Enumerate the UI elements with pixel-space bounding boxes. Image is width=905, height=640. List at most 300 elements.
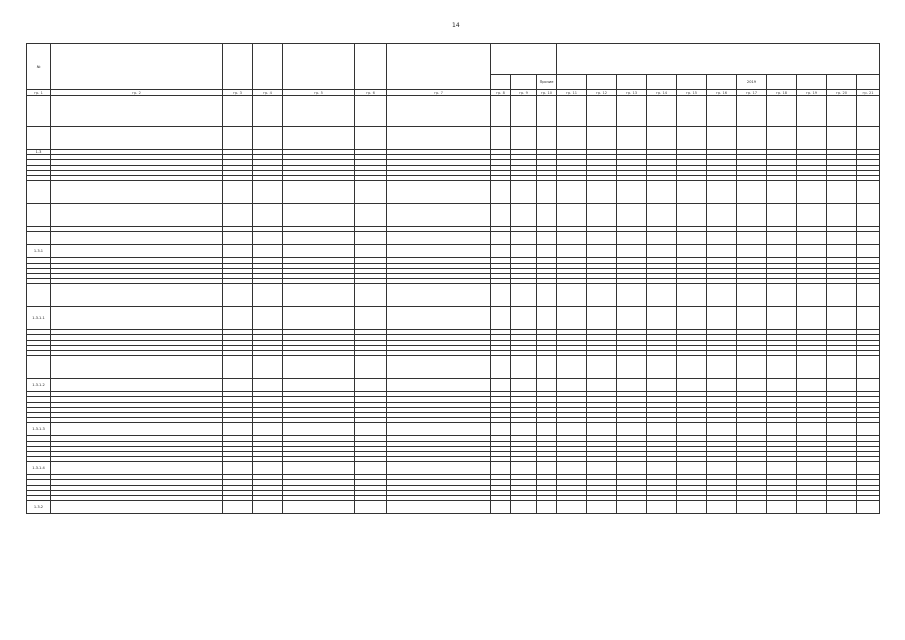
- row-unit-cell: [223, 462, 253, 475]
- row-year-cell: [707, 181, 737, 204]
- row-number-cell: 1.3.1.2: [27, 379, 51, 392]
- table-row: [27, 96, 880, 127]
- row-source-cell: [491, 284, 511, 307]
- row-source-cell: [491, 245, 511, 258]
- row-period-cell: [355, 423, 387, 436]
- row-source-cell: [491, 501, 511, 514]
- row-period-cell: [355, 356, 387, 379]
- column-number-cell: гр. 19: [797, 90, 827, 96]
- row-method-cell: [283, 96, 355, 127]
- row-year-cell: [647, 127, 677, 150]
- row-source-cell: [511, 423, 537, 436]
- row-source-cell: [511, 204, 537, 227]
- col-coef-header: [253, 44, 283, 90]
- row-year-cell: [797, 127, 827, 150]
- row-year-cell: [737, 245, 767, 258]
- row-year-cell: [587, 356, 617, 379]
- row-number-cell: 1.3.2: [27, 501, 51, 514]
- row-source-cell: [537, 379, 557, 392]
- table-row: [27, 501, 880, 514]
- row-year-cell: [797, 501, 827, 514]
- row-year-cell: [677, 232, 707, 245]
- table-row: [27, 307, 880, 330]
- row-source-cell: [537, 181, 557, 204]
- row-year-cell: [647, 462, 677, 475]
- row-total-cell: [857, 356, 880, 379]
- row-year-cell: [557, 356, 587, 379]
- col-year-header: [797, 75, 827, 90]
- row-coef-cell: [253, 232, 283, 245]
- table-row: [27, 284, 880, 307]
- col-unit-header: [223, 44, 253, 90]
- row-year-cell: [587, 96, 617, 127]
- column-number-cell: гр. 17: [737, 90, 767, 96]
- column-number-cell: гр. 13: [617, 90, 647, 96]
- row-year-cell: [737, 96, 767, 127]
- row-year-cell: [827, 356, 857, 379]
- table-row: [27, 245, 880, 258]
- table-row: [27, 181, 880, 204]
- row-source-cell: [511, 501, 537, 514]
- row-year-cell: [677, 284, 707, 307]
- row-unit-cell: [223, 284, 253, 307]
- row-total-cell: [857, 245, 880, 258]
- row-method-cell: [283, 204, 355, 227]
- row-year-cell: [617, 379, 647, 392]
- row-year-cell: [647, 96, 677, 127]
- row-year-cell: [767, 356, 797, 379]
- row-year-cell: [767, 232, 797, 245]
- row-executor-cell: [387, 181, 491, 204]
- header-row: [27, 44, 880, 75]
- row-period-cell: [355, 284, 387, 307]
- row-source-cell: [511, 284, 537, 307]
- row-number-cell: [27, 204, 51, 227]
- row-unit-cell: [223, 501, 253, 514]
- row-year-cell: [647, 245, 677, 258]
- row-year-cell: [617, 245, 647, 258]
- row-coef-cell: [253, 423, 283, 436]
- table-row: [27, 127, 880, 150]
- row-year-cell: [797, 232, 827, 245]
- row-number-cell: [27, 356, 51, 379]
- row-year-cell: [587, 232, 617, 245]
- table-row: [27, 356, 880, 379]
- column-number-cell: гр. 14: [647, 90, 677, 96]
- row-year-cell: [617, 204, 647, 227]
- table-row: [27, 379, 880, 392]
- row-unit-cell: [223, 96, 253, 127]
- row-year-cell: [767, 284, 797, 307]
- column-number-cell: гр. 16: [707, 90, 737, 96]
- row-year-cell: [647, 423, 677, 436]
- table-row: [27, 423, 880, 436]
- row-number-cell: 1.3.1: [27, 245, 51, 258]
- row-year-cell: [827, 232, 857, 245]
- row-year-cell: [587, 379, 617, 392]
- row-year-cell: [767, 245, 797, 258]
- row-year-cell: [557, 127, 587, 150]
- row-source-cell: [537, 96, 557, 127]
- row-total-cell: [857, 423, 880, 436]
- row-executor-cell: [387, 462, 491, 475]
- table-body: [27, 96, 880, 514]
- row-total-cell: [857, 379, 880, 392]
- column-number-cell: гр. 8: [491, 90, 511, 96]
- row-method-cell: [283, 181, 355, 204]
- row-unit-cell: [223, 379, 253, 392]
- col-year-header: [617, 75, 647, 90]
- row-year-cell: [557, 462, 587, 475]
- col-year-header: [557, 75, 587, 90]
- row-year-cell: [827, 307, 857, 330]
- row-executor-cell: [387, 245, 491, 258]
- row-year-cell: [737, 356, 767, 379]
- row-source-cell: [511, 356, 537, 379]
- row-year-cell: [677, 462, 707, 475]
- col-year-header: [767, 75, 797, 90]
- table-row: [27, 462, 880, 475]
- row-total-cell: [857, 127, 880, 150]
- row-year-cell: [677, 356, 707, 379]
- row-coef-cell: [253, 307, 283, 330]
- row-year-cell: [677, 127, 707, 150]
- row-year-cell: [797, 462, 827, 475]
- row-year-cell: [617, 307, 647, 330]
- row-year-cell: [767, 181, 797, 204]
- row-period-cell: [355, 462, 387, 475]
- row-year-cell: [797, 181, 827, 204]
- row-unit-cell: [223, 245, 253, 258]
- row-executor-cell: [387, 232, 491, 245]
- col-method-header: [283, 44, 355, 90]
- row-year-cell: [647, 379, 677, 392]
- row-coef-cell: [253, 204, 283, 227]
- row-method-cell: [283, 423, 355, 436]
- col-num-header: №: [27, 44, 51, 90]
- row-year-cell: [557, 307, 587, 330]
- row-number-cell: 1.3.1.4: [27, 462, 51, 475]
- col-executor-header: [387, 44, 491, 90]
- row-year-cell: [587, 204, 617, 227]
- row-source-cell: [537, 232, 557, 245]
- row-period-cell: [355, 245, 387, 258]
- row-method-cell: [283, 379, 355, 392]
- row-year-cell: [617, 284, 647, 307]
- row-total-cell: [857, 501, 880, 514]
- row-year-cell: [827, 423, 857, 436]
- row-year-cell: [797, 245, 827, 258]
- row-year-cell: [767, 462, 797, 475]
- row-name-cell: [51, 356, 223, 379]
- row-year-cell: [557, 501, 587, 514]
- row-method-cell: [283, 284, 355, 307]
- row-year-cell: [557, 181, 587, 204]
- row-year-cell: [707, 423, 737, 436]
- row-source-cell: [537, 423, 557, 436]
- col-period-header: [355, 44, 387, 90]
- column-number-cell: гр. 18: [767, 90, 797, 96]
- row-year-cell: [707, 204, 737, 227]
- row-coef-cell: [253, 181, 283, 204]
- row-unit-cell: [223, 127, 253, 150]
- row-year-cell: [557, 96, 587, 127]
- row-name-cell: [51, 232, 223, 245]
- row-name-cell: [51, 181, 223, 204]
- row-year-cell: [557, 423, 587, 436]
- row-year-cell: [707, 284, 737, 307]
- row-year-cell: [737, 204, 767, 227]
- row-year-cell: [797, 356, 827, 379]
- row-year-cell: [617, 181, 647, 204]
- row-year-cell: [737, 501, 767, 514]
- row-year-cell: [587, 181, 617, 204]
- column-number-cell: гр. 1: [27, 90, 51, 96]
- row-year-cell: [797, 96, 827, 127]
- col-total-header: [857, 75, 880, 90]
- row-source-cell: [511, 307, 537, 330]
- row-period-cell: [355, 181, 387, 204]
- row-period-cell: [355, 204, 387, 227]
- row-year-cell: [737, 307, 767, 330]
- row-year-cell: [587, 307, 617, 330]
- row-name-cell: [51, 462, 223, 475]
- row-source-cell: [537, 356, 557, 379]
- row-year-cell: [617, 356, 647, 379]
- row-year-cell: [827, 379, 857, 392]
- row-year-cell: [677, 501, 707, 514]
- row-coef-cell: [253, 379, 283, 392]
- row-year-cell: [767, 96, 797, 127]
- row-year-cell: [557, 204, 587, 227]
- column-number-cell: гр. 5: [283, 90, 355, 96]
- row-source-cell: [491, 307, 511, 330]
- row-year-cell: [557, 245, 587, 258]
- row-name-cell: [51, 379, 223, 392]
- row-year-cell: [707, 501, 737, 514]
- row-year-cell: [827, 501, 857, 514]
- row-period-cell: [355, 232, 387, 245]
- col-years-group-header: [557, 44, 880, 75]
- row-source-cell: [511, 127, 537, 150]
- row-year-cell: [617, 232, 647, 245]
- row-coef-cell: [253, 501, 283, 514]
- row-year-cell: [767, 127, 797, 150]
- row-year-cell: [587, 284, 617, 307]
- program-table: [26, 43, 880, 514]
- column-number-cell: гр. 2: [51, 90, 223, 96]
- row-total-cell: [857, 462, 880, 475]
- row-year-cell: [617, 96, 647, 127]
- row-unit-cell: [223, 204, 253, 227]
- row-year-cell: [557, 232, 587, 245]
- table-row: [27, 232, 880, 245]
- row-year-cell: [617, 462, 647, 475]
- row-year-cell: [557, 284, 587, 307]
- row-source-cell: [511, 181, 537, 204]
- row-source-cell: [537, 307, 557, 330]
- row-source-cell: [491, 462, 511, 475]
- row-period-cell: [355, 307, 387, 330]
- row-source-cell: [491, 379, 511, 392]
- row-name-cell: [51, 96, 223, 127]
- row-year-cell: [647, 307, 677, 330]
- row-period-cell: [355, 96, 387, 127]
- row-source-cell: [491, 96, 511, 127]
- row-source-cell: [491, 181, 511, 204]
- row-source-cell: [537, 462, 557, 475]
- row-year-cell: [587, 462, 617, 475]
- row-year-cell: [707, 307, 737, 330]
- col-source-header: [511, 75, 537, 90]
- row-year-cell: [647, 356, 677, 379]
- col-year-header: 2019: [737, 75, 767, 90]
- row-total-cell: [857, 232, 880, 245]
- row-total-cell: [857, 204, 880, 227]
- row-name-cell: [51, 423, 223, 436]
- row-source-cell: [491, 232, 511, 245]
- column-number-cell: гр. 15: [677, 90, 707, 96]
- row-year-cell: [587, 127, 617, 150]
- row-year-cell: [737, 127, 767, 150]
- row-name-cell: [51, 307, 223, 330]
- row-executor-cell: [387, 127, 491, 150]
- row-name-cell: [51, 245, 223, 258]
- col-year-header: [827, 75, 857, 90]
- row-year-cell: [737, 379, 767, 392]
- row-year-cell: [677, 96, 707, 127]
- row-number-cell: [27, 284, 51, 307]
- row-year-cell: [647, 204, 677, 227]
- row-total-cell: [857, 307, 880, 330]
- row-year-cell: [827, 284, 857, 307]
- row-year-cell: [587, 245, 617, 258]
- row-year-cell: [707, 245, 737, 258]
- row-coef-cell: [253, 284, 283, 307]
- row-year-cell: [737, 284, 767, 307]
- row-year-cell: [677, 181, 707, 204]
- row-method-cell: [283, 245, 355, 258]
- row-number-cell: 1.3.1.3: [27, 423, 51, 436]
- row-number-cell: [27, 96, 51, 127]
- row-executor-cell: [387, 96, 491, 127]
- col-source-header: Прочие: [537, 75, 557, 90]
- column-number-cell: гр. 9: [511, 90, 537, 96]
- row-year-cell: [707, 96, 737, 127]
- row-method-cell: [283, 127, 355, 150]
- row-year-cell: [557, 379, 587, 392]
- row-name-cell: [51, 284, 223, 307]
- column-number-cell: гр. 12: [587, 90, 617, 96]
- row-method-cell: [283, 501, 355, 514]
- row-unit-cell: [223, 356, 253, 379]
- col-name-header: [51, 44, 223, 90]
- row-unit-cell: [223, 181, 253, 204]
- row-year-cell: [647, 284, 677, 307]
- column-number-cell: гр. 10: [537, 90, 557, 96]
- row-year-cell: [827, 462, 857, 475]
- row-number-cell: [27, 232, 51, 245]
- row-executor-cell: [387, 379, 491, 392]
- row-year-cell: [797, 284, 827, 307]
- row-year-cell: [797, 204, 827, 227]
- row-year-cell: [707, 462, 737, 475]
- row-year-cell: [797, 379, 827, 392]
- row-source-cell: [511, 96, 537, 127]
- row-year-cell: [827, 204, 857, 227]
- row-source-cell: [537, 284, 557, 307]
- row-year-cell: [677, 307, 707, 330]
- column-number-cell: гр. 7: [387, 90, 491, 96]
- row-year-cell: [827, 96, 857, 127]
- row-coef-cell: [253, 245, 283, 258]
- row-period-cell: [355, 379, 387, 392]
- row-year-cell: [707, 356, 737, 379]
- row-source-cell: [511, 379, 537, 392]
- row-source-cell: [537, 501, 557, 514]
- row-year-cell: [827, 127, 857, 150]
- col-year-header: [677, 75, 707, 90]
- row-source-cell: [491, 127, 511, 150]
- row-source-cell: [491, 204, 511, 227]
- column-number-cell: гр. 11: [557, 90, 587, 96]
- row-unit-cell: [223, 232, 253, 245]
- column-number-cell: гр. 4: [253, 90, 283, 96]
- row-executor-cell: [387, 423, 491, 436]
- row-period-cell: [355, 501, 387, 514]
- row-executor-cell: [387, 284, 491, 307]
- row-year-cell: [677, 379, 707, 392]
- row-total-cell: [857, 181, 880, 204]
- row-year-cell: [767, 501, 797, 514]
- row-name-cell: [51, 127, 223, 150]
- row-executor-cell: [387, 204, 491, 227]
- row-year-cell: [737, 232, 767, 245]
- row-name-cell: [51, 204, 223, 227]
- row-coef-cell: [253, 96, 283, 127]
- row-year-cell: [587, 501, 617, 514]
- column-number-cell: гр. 21: [857, 90, 880, 96]
- row-coef-cell: [253, 127, 283, 150]
- row-year-cell: [647, 232, 677, 245]
- row-year-cell: [677, 245, 707, 258]
- row-unit-cell: [223, 423, 253, 436]
- row-year-cell: [737, 423, 767, 436]
- page-number: 14: [452, 22, 460, 29]
- row-coef-cell: [253, 462, 283, 475]
- table-row: [27, 204, 880, 227]
- column-number-cell: гр. 20: [827, 90, 857, 96]
- col-year-header: [647, 75, 677, 90]
- row-year-cell: [677, 204, 707, 227]
- col-year-header: [587, 75, 617, 90]
- col-year-header: [707, 75, 737, 90]
- row-year-cell: [737, 181, 767, 204]
- row-year-cell: [827, 245, 857, 258]
- row-year-cell: [737, 462, 767, 475]
- row-executor-cell: [387, 356, 491, 379]
- row-source-cell: [511, 245, 537, 258]
- col-sources-group-header: [491, 44, 557, 75]
- row-year-cell: [677, 423, 707, 436]
- column-number-cell: гр. 6: [355, 90, 387, 96]
- row-number-cell: [27, 127, 51, 150]
- row-source-cell: [491, 423, 511, 436]
- row-year-cell: [767, 423, 797, 436]
- row-year-cell: [647, 501, 677, 514]
- row-year-cell: [617, 127, 647, 150]
- row-source-cell: [537, 204, 557, 227]
